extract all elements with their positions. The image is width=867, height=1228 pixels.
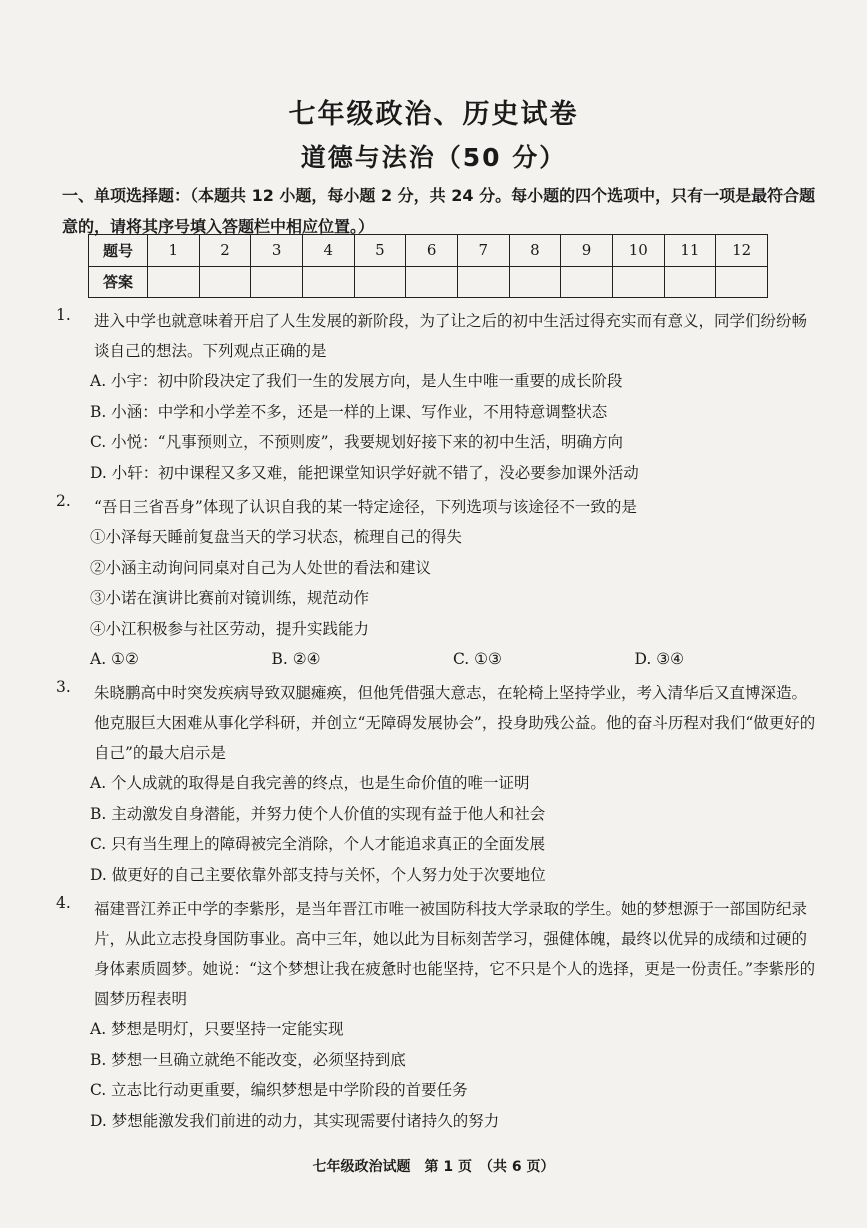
option-d: D. 做更好的自己主要依靠外部支持与关怀，个人努力处于次要地位 <box>90 865 546 884</box>
question-number-cell: 4 <box>302 235 354 267</box>
question-2 <box>56 492 816 674</box>
question-number-cell: 8 <box>509 235 561 267</box>
question-number-cell: 1 <box>148 235 200 267</box>
section-heading <box>62 180 822 242</box>
question-stem: 福建晋江养正中学的李紫彤，是当年晋江市唯一被国防科技大学录取的学生。她的梦想源于一部国防纪录片，从此立志投身国防事业。高中三年，她以此为目标刻苦学习，强健体魄，最终以优异的成绩和过硬的身体素质圆梦。她说：“这个梦想让我在疲惫时也能坚持，它不只是个人的选择，更是一份责任。”李紫彤的圆梦历程表明 <box>94 900 816 1008</box>
answer-cell[interactable] <box>199 266 251 298</box>
option-a: A. 个人成就的取得是自我完善的终点，也是生命价值的唯一证明 <box>90 774 530 792</box>
answer-cell[interactable] <box>302 266 354 298</box>
row-label-number: 题号 <box>89 235 148 267</box>
option-d: D. ③④ <box>634 650 685 668</box>
statement-2: ②小涵主动询问同桌对自己为人处世的看法和建议 <box>90 558 432 577</box>
answer-table-number-row <box>89 235 768 267</box>
answer-cell[interactable] <box>716 266 768 298</box>
option-c: C. 小悦：“凡事预则立，不预则废”，我要规划好接下来的初中生活，明确方向 <box>90 433 624 451</box>
option-d: D. 梦想能激发我们前进的动力，其实现需要付诸持久的努力 <box>90 1111 500 1130</box>
option-a: A. 小宇：初中阶段决定了我们一生的发展方向，是人生中唯一重要的成长阶段 <box>90 372 623 390</box>
option-b: B. 小涵：中学和小学差不多，还是一样的上课、写作业，不用特意调整状态 <box>90 402 608 421</box>
answer-cell[interactable] <box>354 266 406 298</box>
statement-1: ①小泽每天睡前复盘当天的学习状态，梳理自己的得失 <box>90 528 463 546</box>
option-a: A. ①② <box>90 650 139 668</box>
question-1 <box>56 306 816 488</box>
answer-table <box>88 234 768 298</box>
question-3 <box>56 678 816 890</box>
answer-table-answer-row <box>89 266 768 298</box>
question-stem: “吾日三省吾身”体现了认识自我的某一特定途径，下列选项与该途径不一致的是 <box>94 498 637 516</box>
option-row <box>90 644 816 674</box>
option-c: C. 只有当生理上的障碍被完全消除，个人才能追求真正的全面发展 <box>90 835 546 853</box>
question-stem: 进入中学也就意味着开启了人生发展的新阶段，为了让之后的初中生活过得充实而有意义，同学们纷纷畅谈自己的想法。下列观点正确的是 <box>94 312 808 360</box>
question-number: 1. <box>56 306 71 324</box>
question-number: 2. <box>56 492 71 510</box>
question-4 <box>56 894 816 1136</box>
question-number: 3. <box>56 678 71 696</box>
exam-title: 七年级政治、历史试卷 <box>288 99 579 130</box>
option-c: C. ①③ <box>453 650 502 668</box>
option-b: B. ②④ <box>271 650 321 668</box>
answer-cell[interactable] <box>509 266 561 298</box>
option-d: D. 小轩：初中课程又多又难，能把课堂知识学好就不错了，没必要参加课外活动 <box>90 463 639 482</box>
question-stem: 朱晓鹏高中时突发疾病导致双腿瘫痪，但他凭借强大意志，在轮椅上坚持学业，考入清华后又直博深造。他克服巨大困难从事化学科研，并创立“无障碍发展协会”，投身助残公益。他的奋斗历程对我们“做更好的自己”的最大启示是 <box>94 684 816 762</box>
option-b: B. 主动激发自身潜能，并努力使个人价值的实现有益于他人和社会 <box>90 804 546 823</box>
question-list <box>56 306 816 1136</box>
option-c: C. 立志比行动更重要，编织梦想是中学阶段的首要任务 <box>90 1081 468 1099</box>
question-number-cell: 2 <box>199 235 251 267</box>
answer-cell[interactable] <box>148 266 200 298</box>
answer-cell[interactable] <box>406 266 458 298</box>
question-number-cell: 6 <box>406 235 458 267</box>
question-number-cell: 3 <box>251 235 303 267</box>
question-number-cell: 9 <box>561 235 613 267</box>
option-b: B. 梦想一旦确立就绝不能改变，必须坚持到底 <box>90 1050 406 1069</box>
statement-3: ③小诺在演讲比赛前对镜训练，规范动作 <box>90 589 370 607</box>
answer-cell[interactable] <box>612 266 664 298</box>
answer-cell[interactable] <box>251 266 303 298</box>
page-footer: 七年级政治试题 第 1 页 （共 6 页） <box>312 1159 555 1175</box>
question-number-cell: 12 <box>716 235 768 267</box>
answer-cell[interactable] <box>561 266 613 298</box>
answer-cell[interactable] <box>457 266 509 298</box>
section-instructions: 一、单项选择题：（本题共 12 小题，每小题 2 分，共 24 分。每小题的四个选项中，只有一项是最符合题意的，请将其序号填入答题栏中相应位置。） <box>62 186 816 236</box>
question-number-cell: 5 <box>354 235 406 267</box>
question-number-cell: 11 <box>664 235 716 267</box>
row-label-answer: 答案 <box>89 266 148 298</box>
answer-cell[interactable] <box>664 266 716 298</box>
question-number-cell: 7 <box>457 235 509 267</box>
statement-4: ④小江积极参与社区劳动，提升实践能力 <box>90 619 370 638</box>
question-number: 4. <box>56 894 71 912</box>
exam-subtitle: 道德与法治（50 分） <box>300 143 567 172</box>
option-a: A. 梦想是明灯，只要坚持一定能实现 <box>90 1020 344 1038</box>
question-number-cell: 10 <box>612 235 664 267</box>
